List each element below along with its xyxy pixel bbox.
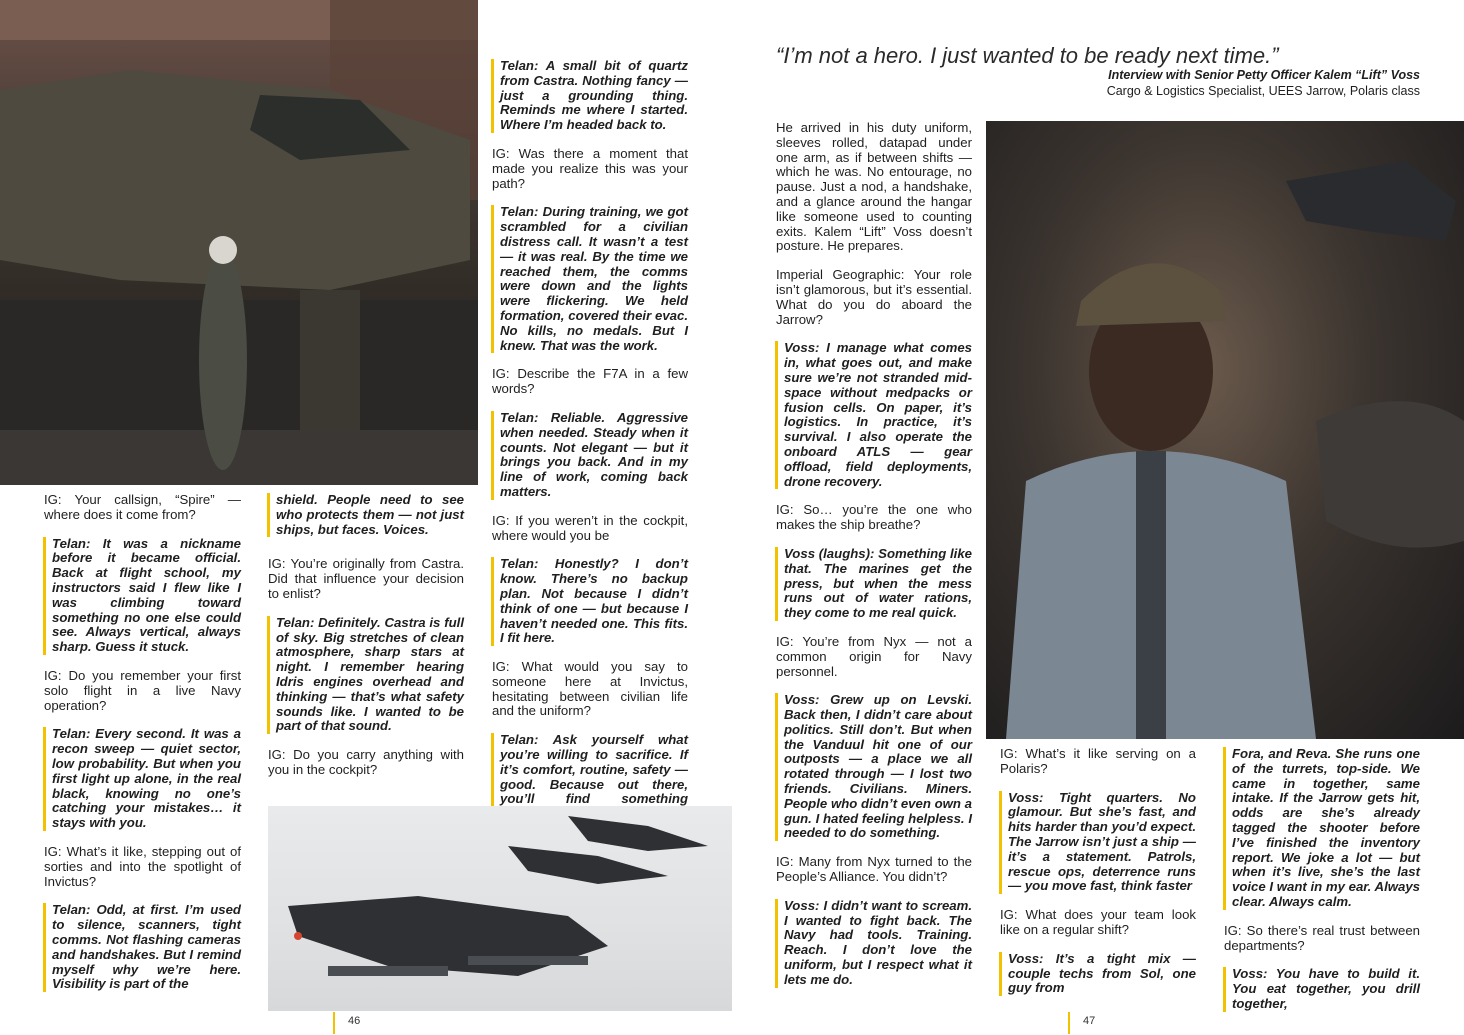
answer: Telan: Reliable. Aggressive when needed. Steady when it counts. Not elegant — but it brings you back. And in my line of work, coming back matters.: [491, 411, 688, 500]
answer: Voss: I didn’t want to scream. I wanted to fight back. The Navy had tools. Training. Reach. I don’t love the uniform, but I respect what it lets me do.: [775, 899, 972, 988]
question: IG: Do you carry anything with you in the cockpit?: [268, 747, 464, 777]
answer: Voss (laughs): Something like that. The marines get the press, but when the mess runs out of water rations, they come to me real quick.: [775, 547, 972, 621]
answer: Voss: I manage what comes in, what goes out, and make sure we’re not stranded mid-space without medpacks or fusion cells. On paper, it’s logistics. In practice, it’s survival. I also operate the onboard ATLS — gear offload, field deployments, drone recovery.: [775, 341, 972, 489]
answer: Telan: Ask yourself what you’re willing to sacrifice. If it’s comfort, routine, safety — good. Because out there, you’ll find something: [491, 733, 688, 837]
answer: Voss: Grew up on Levski. Back then, I didn’t care about politics. Still don’t. But when the Vanduul hit one of our outposts — a place we all rotated through — I lost two friends. Civilians. Miners. People who didn’t even own a gun. I hated feeling helpless. I needed to do something.: [775, 693, 972, 841]
answer: Telan: Every second. It was a recon sweep — quiet sector, low probability. But when you first light up alone, in the real black, knowing no one’s catching your mistakes… it stays with you.: [43, 727, 241, 831]
left-column-2: [268, 493, 464, 792]
hangar-pilot-photo: [0, 0, 478, 485]
page-marker: [1068, 1012, 1070, 1034]
question: IG: What does your team look like on a regular shift?: [1000, 907, 1196, 937]
intro-paragraph: He arrived in his duty uniform, sleeves rolled, datapad under one arm, as if between shifts — which he was. No entourage, no pause. Just a nod, a handshake, and a glance around the hangar like someone used to counting exits. Kalem “Lift” Voss doesn’t posture. He prepares.: [776, 120, 972, 254]
byline: Interview with Senior Petty Officer Kalem “Lift” Voss: [1108, 68, 1420, 82]
answer: Telan: Odd, at first. I’m used to silence, scanners, tight comms. Not flashing cameras and handshakes. But I remind myself why we’re here. Visibility is part of the: [43, 903, 241, 992]
fighters-photo-art: [268, 806, 732, 1011]
question: IG: You’re originally from Castra. Did that influence your decision to enlist?: [268, 556, 464, 601]
right-column-3: [1224, 747, 1420, 1026]
answer: Telan: During training, we got scrambled for a civilian distress call. It wasn’t a test — it was real. By the time we reached them, the comms were down and the lights were flickering. We held formation, covered their evac. No kills, no medals. But I knew. That was the work.: [491, 205, 688, 353]
left-column-1: [44, 493, 241, 1006]
page-marker: [333, 1012, 335, 1034]
portrait-photo-art: [986, 121, 1464, 739]
page-number-left: 46: [348, 1015, 361, 1027]
question: IG: What’s it like, stepping out of sorties and into the spotlight of Invictus?: [44, 843, 241, 889]
right-column-1: [776, 121, 972, 1002]
left-column-3: [492, 59, 688, 851]
page-number-right: 47: [1083, 1015, 1096, 1027]
question: IG: Do you remember your first solo flight in a live Navy operation?: [44, 667, 241, 713]
question: IG: What’s it like serving on a Polaris?: [1000, 746, 1196, 776]
answer: shield. People need to see who protects them — not just ships, but faces. Voices.: [267, 493, 464, 537]
question: IG: So… you’re the one who makes the ship breathe?: [776, 502, 972, 533]
question: IG: Your callsign, “Spire” — where does it come from?: [44, 492, 241, 522]
question: IG: So there’s real trust between departments?: [1224, 922, 1420, 953]
voss-portrait-photo: [986, 121, 1464, 739]
answer: Fora, and Reva. She runs one of the turrets, top-side. We came in together, same intake. If the Jarrow gets hit, odds are she’s already tagged the shooter before I’ve finished the inventory report. We joke a lot — but when it’s live, she’s the last voice I want in my ear. Always clear. Always calm.: [1223, 747, 1420, 910]
question: IG: If you weren’t in the cockpit, where would you be: [492, 512, 688, 543]
answer: Voss: It’s a tight mix — couple techs from Sol, one guy from: [999, 952, 1196, 996]
question: Imperial Geographic: Your role isn’t glamorous, but it’s essential. What do you do aboard the Jarrow?: [776, 267, 972, 327]
role-title: Cargo & Logistics Specialist, UEES Jarrow, Polaris class: [1106, 84, 1420, 98]
answer: Voss: You have to build it. You eat together, you drill together,: [1223, 967, 1420, 1011]
answer: Telan: A small bit of quartz from Castra. Nothing fancy — just a grounding thing. Reminds me where I started. Where I’m headed back to.: [491, 59, 688, 133]
answer: Telan: It was a nickname before it became official. Back at flight school, my instructors said I flew like I was climbing toward something no one else could see. Always vertical, always sharp. Guess it stuck.: [43, 537, 241, 655]
question: IG: Describe the F7A in a few words?: [492, 366, 688, 397]
fighters-formation-photo: [268, 806, 732, 1011]
question: IG: Many from Nyx turned to the People’s Alliance. You didn’t?: [776, 854, 972, 885]
answer: Telan: Honestly? I don’t know. There’s no backup plan. Not because I didn’t think of one — but because I haven’t needed one. This fits. I fit here.: [491, 557, 688, 646]
hangar-photo-art: [0, 0, 478, 485]
answer: Telan: Definitely. Castra is full of sky. Big stretches of clean atmosphere, sharp stars at night. I remember hearing Idris engines overhead and thinking — that’s what safety sounds like. I wanted to be part of that sound.: [267, 616, 464, 734]
question: IG: Was there a moment that made you realize this was your path?: [492, 145, 688, 191]
pull-quote: “I’m not a hero. I just wanted to be ready next time.”: [776, 43, 1279, 68]
question: IG: What would you say to someone here at Invictus, hesitating between civilian life and the uniform?: [492, 659, 688, 719]
question: IG: You’re from Nyx — not a common origin for Navy personnel.: [776, 633, 972, 679]
right-column-2: [1000, 747, 1196, 1010]
answer: Voss: Tight quarters. No glamour. But she’s fast, and hits harder than you’d expect. The Jarrow isn’t just a ship — it’s a statement. Patrols, rescue ops, deterrence runs — you move fast, think faster: [999, 791, 1196, 895]
